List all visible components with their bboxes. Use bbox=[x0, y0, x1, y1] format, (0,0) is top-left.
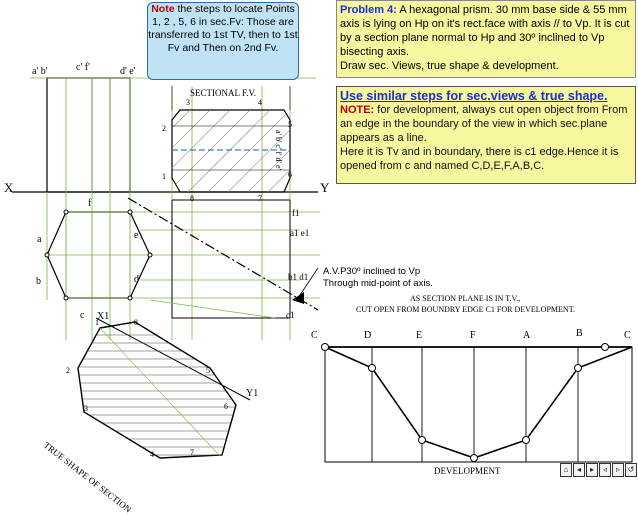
steps-box bbox=[336, 86, 636, 184]
top-view bbox=[45, 200, 320, 318]
true-shape bbox=[70, 322, 250, 458]
ts-num-5: 5 bbox=[206, 366, 210, 375]
fv-label-cf: c' f' bbox=[76, 62, 90, 73]
problem-label: Problem 4: bbox=[340, 4, 397, 16]
fv-label-ab: a' b' bbox=[32, 66, 48, 77]
tv-label-a: a bbox=[37, 234, 42, 245]
dev-letter-c-left: C bbox=[311, 330, 318, 341]
dev-letter-a: A bbox=[523, 330, 531, 341]
note-text: the steps to locate Points 1, 2 , 5, 6 in sec.Fv: Those are transferred to 1st TV, then to 1st Fv and Then on 2nd Fv. bbox=[148, 3, 298, 54]
steps-note-text: for development, always cut open object from From an edge in the boundary of the view in which sec.plane appears as a line. bbox=[340, 104, 628, 144]
nav-home-button[interactable]: ⌂ bbox=[560, 463, 572, 477]
dev-letter-e: E bbox=[416, 330, 423, 341]
fv-num-7: 7 bbox=[258, 194, 262, 203]
note-lead: Note bbox=[151, 3, 175, 15]
true-shape-label: TRUE SHAPE OF SECTION bbox=[41, 440, 134, 515]
tv-label-d: d bbox=[134, 274, 139, 285]
side-label-c1: c1 bbox=[286, 310, 295, 320]
problem-box bbox=[336, 0, 636, 78]
y1-label: Y1 bbox=[246, 388, 259, 399]
note-box bbox=[147, 2, 299, 80]
ts-num-7: 7 bbox=[190, 448, 194, 457]
avp-label-2: Through mid-point of axis. bbox=[323, 278, 433, 289]
y-label: Y bbox=[320, 180, 330, 195]
fv-num-8: 8 bbox=[190, 194, 194, 203]
x1-label: X1 bbox=[97, 311, 110, 322]
cut-open-label: CUT OPEN FROM BOUNDRY EDGE C1 FOR DEVELOPMENT. bbox=[356, 305, 575, 314]
tv-label-e: e bbox=[134, 230, 139, 241]
fv-num-3: 3 bbox=[186, 98, 190, 107]
x-label: X bbox=[4, 180, 14, 195]
problem-task: Draw sec. Views, true shape & development. bbox=[340, 60, 559, 72]
ts-num-6: 6 bbox=[224, 402, 228, 411]
fv-num-6: 6 bbox=[288, 170, 292, 179]
side-label-f1: f1 bbox=[292, 208, 300, 218]
steps-extra: Here it is Tv and in boundary, there is c1 edge.Hence it is opened from c and named C,D,E,F,A,B,C. bbox=[340, 146, 619, 172]
nav-return-button[interactable]: ↺ bbox=[625, 463, 637, 477]
tv-label-c: c bbox=[80, 310, 85, 321]
nav-last-button[interactable]: ▹ bbox=[612, 463, 624, 477]
steps-note-label: NOTE: bbox=[340, 104, 375, 116]
dev-letter-f: F bbox=[470, 330, 476, 341]
development-label: DEVELOPMENT bbox=[434, 466, 501, 476]
side-label-top: a' b' c' f' d' e' bbox=[274, 130, 283, 170]
dev-letter-c-right: C bbox=[624, 330, 631, 341]
ts-num-1: 1 bbox=[95, 318, 99, 327]
fv-num-4: 4 bbox=[258, 98, 262, 107]
tv-label-f: f bbox=[88, 198, 92, 209]
fv-num-5: 5 bbox=[288, 120, 292, 129]
ts-num-2: 2 bbox=[66, 366, 70, 375]
ts-num-8: 8 bbox=[134, 318, 138, 327]
projectors bbox=[47, 78, 290, 340]
ts-num-4: 4 bbox=[150, 450, 154, 459]
fv-num-1: 1 bbox=[162, 172, 166, 181]
side-label-a1e1: a1 e1 bbox=[290, 228, 310, 238]
tv-label-b: b bbox=[36, 276, 41, 287]
dev-letter-d: D bbox=[364, 330, 372, 341]
sectional-fv-label: SECTIONAL F.V. bbox=[190, 88, 257, 98]
side-label-b1d1: b1 d1 bbox=[288, 272, 309, 282]
development bbox=[322, 344, 633, 463]
nav-next-button[interactable]: ▸ bbox=[586, 463, 598, 477]
nav-first-button[interactable]: ◂ bbox=[573, 463, 585, 477]
nav-prev-button[interactable]: ◃ bbox=[599, 463, 611, 477]
fv-num-2: 2 bbox=[162, 124, 166, 133]
dev-letter-b: B bbox=[576, 328, 583, 339]
sectional-fv bbox=[160, 80, 310, 210]
problem-text: A hexagonal prism. 30 mm base side & 55 mm axis is lying on Hp on it's rect.face with axis // to Vp. It is cut by a section plane normal to Hp and 30º inclined to Vp bisecting axis. bbox=[340, 4, 630, 58]
as-section-label: AS SECTION PLANE IS IN T.V., bbox=[410, 294, 521, 303]
ts-num-3: 3 bbox=[84, 404, 88, 413]
steps-heading: Use similar steps for sec.views & true shape. bbox=[340, 89, 608, 103]
avp-label: A.V.P30º inclined to Vp bbox=[323, 266, 421, 277]
fv-label-de: d' e' bbox=[120, 66, 136, 77]
